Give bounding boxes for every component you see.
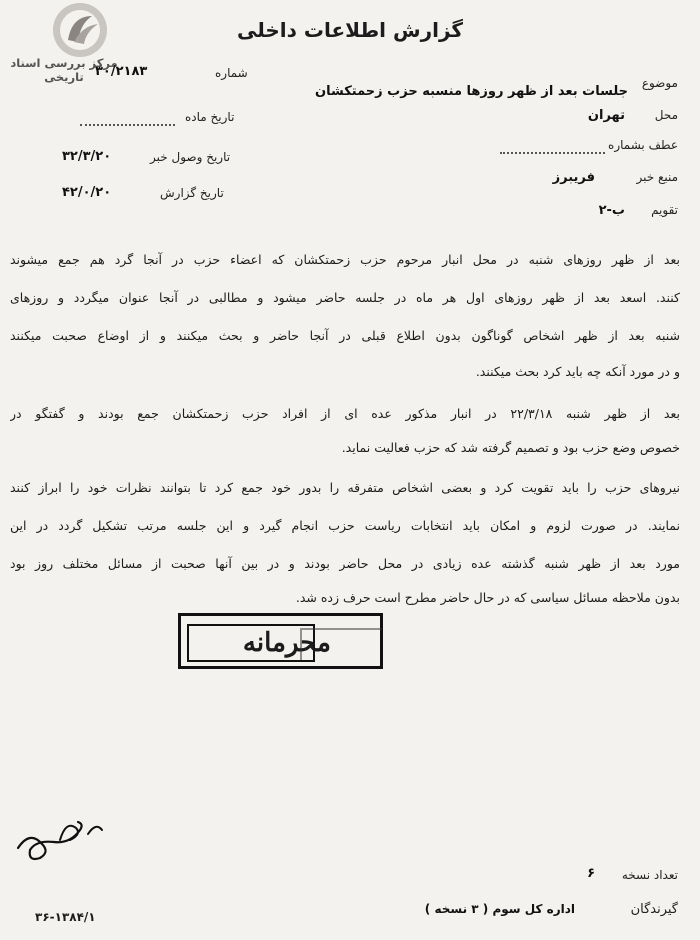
body-line: مورد بعد از ظهر شنبه گذشته عده زیادی در محل حاضر بودند و در بین آنها صحبت از مسائل مختلف روز بود bbox=[10, 556, 680, 571]
source-value: فریبرز bbox=[552, 170, 595, 185]
copies-label: تعداد نسخه bbox=[621, 868, 678, 882]
date-label: تاریخ ماده bbox=[185, 110, 235, 124]
body-line: بعد از ظهر روزهای شنبه در محل انبار مرحوم حزب زحمتکشان که اعضاء حزب در آنجا گرد هم جمع میشوند bbox=[10, 252, 680, 267]
number-value: ۳۰/۲۱۸۳ bbox=[95, 64, 148, 79]
source-label: منبع خبر bbox=[636, 170, 678, 184]
body-line: کنند. اسعد بعد از ظهر روزهای اول هر ماه در جلسه حاضر میشود و مطالبی در آنجا عنوان میگردد و روزهای bbox=[10, 290, 680, 305]
assessment-label: تقویم bbox=[651, 203, 678, 217]
subject-label: موضوع bbox=[641, 76, 678, 90]
attachment-label: عطف بشماره bbox=[608, 138, 678, 152]
stamp-faint-mark bbox=[300, 628, 382, 660]
copies-value: ۶ bbox=[587, 866, 595, 881]
attachment-dotted-line bbox=[500, 152, 605, 154]
stamp-text: محرمانه bbox=[242, 628, 331, 658]
body-line: بدون ملاحظه مسائل سیاسی که در حال حاضر مطرح است حرف زده شد. bbox=[295, 590, 680, 605]
logo-caption: مرکز بررسی اسناد تاریخی bbox=[10, 56, 118, 84]
body-line: نمایند. در صورت لزوم و امکان باید انتخابات ریاست حزب انجام گیرد و این جلسه مرتب تشکیل گردد در این bbox=[10, 518, 680, 533]
number-label: شماره bbox=[215, 66, 248, 80]
body-line: و در مورد آنکه چه باید کرد بحث میکنند. bbox=[475, 364, 680, 379]
place-label: محل bbox=[654, 108, 678, 122]
subject-value: جلسات بعد از ظهر روزها منسبه حزب زحمتکشان bbox=[315, 84, 628, 99]
body-line: نیروهای حزب را باید تقویت کرد و بعضی اشخاص متفرقه را بدور خود جمع کرد تا بتوانند نظرات خود را ابراز کنند bbox=[10, 480, 680, 495]
place-value: تهران bbox=[587, 108, 625, 123]
received-date-label: تاریخ وصول خبر bbox=[150, 150, 231, 164]
recipients-value: اداره کل سوم ( ۳ نسخه ) bbox=[424, 902, 575, 916]
document-number: ۳۶-۱۳۸۴/۱ bbox=[35, 910, 96, 924]
body-line: خصوص وضع حزب بود و تصمیم گرفته شد که حزب فعالیت نماید. bbox=[341, 440, 680, 455]
date-dotted-line bbox=[80, 124, 175, 126]
assessment-value: ب-۲ bbox=[598, 203, 625, 218]
page-title: گزارش اطلاعات داخلی bbox=[236, 18, 464, 42]
body-line: شنبه بعد از ظهر اشخاص گوناگون بدون اطلاع قبلی در آنجا حاضر و بحث میکنند و از اوضاع صحبت میکنند bbox=[10, 328, 680, 343]
body-line: بعد از ظهر شنبه ۲۲/۳/۱۸ در انبار مذکور عده ای از افراد حزب زحمتکشان جمع بودند و گفتگو در bbox=[10, 406, 680, 421]
received-date-value: ۳۲/۳/۲۰ bbox=[62, 149, 112, 164]
recipients-label: گیرندگان bbox=[630, 902, 678, 917]
report-date-label: تاریخ گزارش bbox=[160, 186, 224, 200]
report-date-value: ۴۲/۰/۲۰ bbox=[62, 185, 112, 200]
signature-icon bbox=[10, 800, 110, 870]
